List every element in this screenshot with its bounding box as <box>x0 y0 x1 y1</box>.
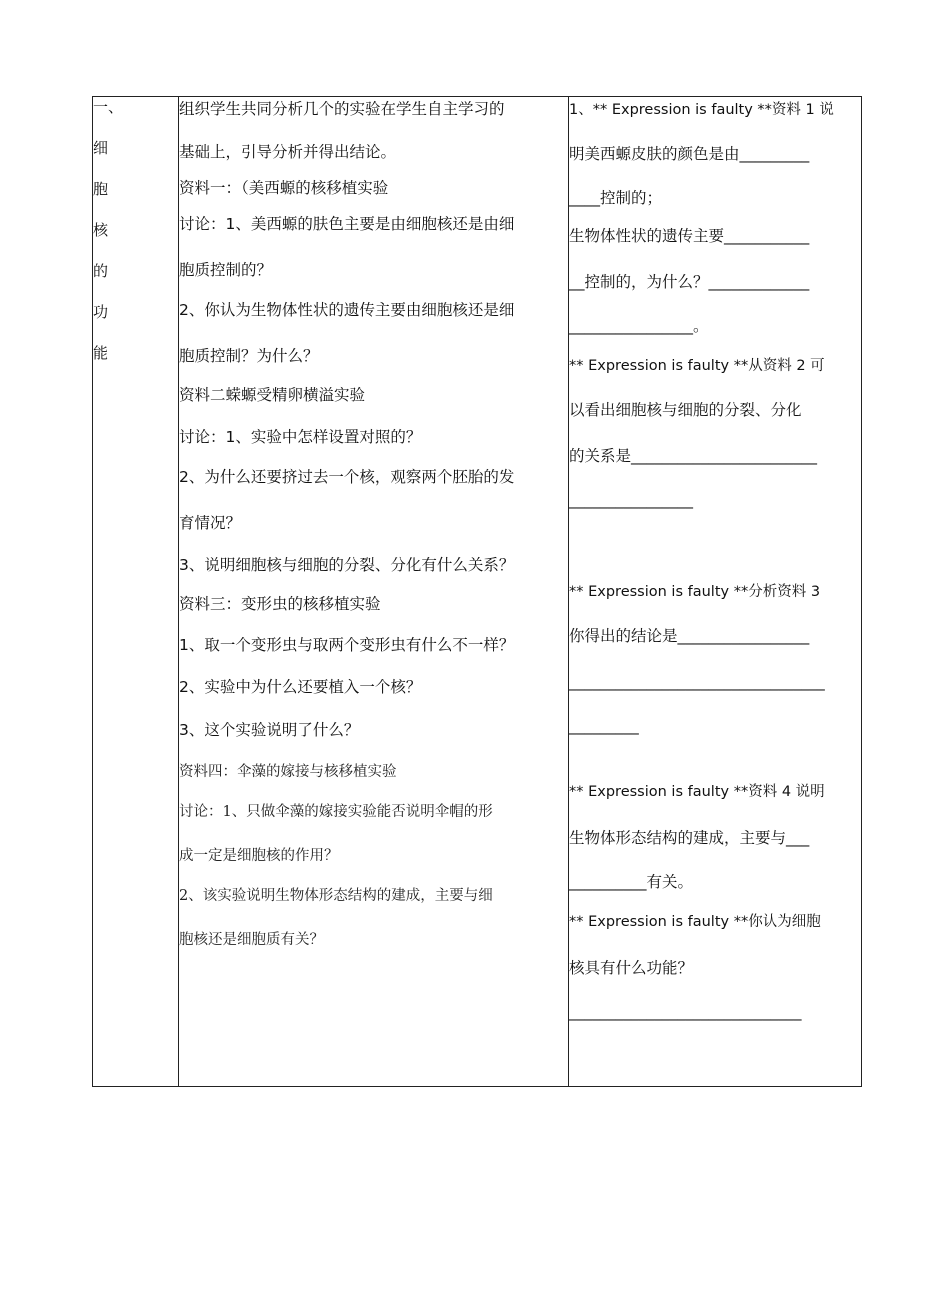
answer-line: 1、** Expression is faulty **资料 1 说 <box>569 102 834 118</box>
answer-line: __________有关。 <box>569 873 694 891</box>
activity-line: 讨论：1、美西螈的肤色主要是由细胞核还是由细 <box>179 215 515 233</box>
activity-line: 资料一：（美西螈的核移植实验 <box>179 179 389 197</box>
activity-line: 资料三：变形虫的核移植实验 <box>179 595 381 613</box>
answer-line: 生物体形态结构的建成，主要与___ <box>569 829 810 847</box>
section-title-char: 能 <box>93 344 109 362</box>
activity-line: 讨论：1、实验中怎样设置对照的？ <box>179 428 422 446</box>
answer-line: 明美西螈皮肤的颜色是由_________ <box>569 145 810 163</box>
answer-line: ** Expression is faulty **分析资料 3 <box>569 584 821 600</box>
lesson-table <box>92 96 862 1087</box>
answer-line: 生物体性状的遗传主要___________ <box>569 227 810 245</box>
activity-line: 组织学生共同分析几个的实验在学生自主学习的 <box>179 100 505 118</box>
answer-line: ** Expression is faulty **资料 4 说明 <box>569 784 825 800</box>
activity-line: 基础上，引导分析并得出结论。 <box>179 143 397 161</box>
activity-line: 胞质控制？为什么？ <box>179 347 319 365</box>
answer-line: __控制的，为什么？_____________ <box>569 273 810 291</box>
section-title-cell <box>93 97 179 1087</box>
student-answer-cell <box>569 97 862 1087</box>
activity-line: 胞质控制的？ <box>179 261 273 279</box>
answer-line: _________________________________ <box>569 673 825 691</box>
answer-line: 以看出细胞核与细胞的分裂、分化 <box>569 401 802 419</box>
activity-line: 讨论：1、只做伞藻的嫁接实验能否说明伞帽的形 <box>179 804 493 820</box>
section-title-char: 一、 <box>93 98 124 116</box>
activity-line: 胞核还是细胞质有关？ <box>179 932 324 948</box>
section-title-char: 胞 <box>93 180 109 198</box>
section-title-char: 核 <box>93 221 109 239</box>
table-row <box>93 97 862 1087</box>
activity-line: 3、这个实验说明了什么？ <box>179 721 360 739</box>
activity-line: 育情况？ <box>179 514 242 532</box>
answer-line: ________________ <box>569 491 693 509</box>
answer-line: 的关系是________________________ <box>569 447 818 465</box>
answer-line: ** Expression is faulty **从资料 2 可 <box>569 358 825 374</box>
answer-line: ________________。 <box>569 317 709 335</box>
teaching-activity-cell <box>179 97 569 1087</box>
activity-line: 1、取一个变形虫与取两个变形虫有什么不一样？ <box>179 636 515 654</box>
activity-line: 成一定是细胞核的作用？ <box>179 848 339 864</box>
answer-line: ____控制的； <box>569 189 663 207</box>
activity-line: 2、实验中为什么还要植入一个核？ <box>179 678 422 696</box>
activity-line: 2、你认为生物体性状的遗传主要由细胞核还是细 <box>179 301 515 319</box>
answer-line: ** Expression is faulty **你认为细胞 <box>569 914 821 930</box>
answer-line: 你得出的结论是_________________ <box>569 627 810 645</box>
section-title-char: 的 <box>93 262 109 280</box>
activity-line: 资料二蝾螈受精卵横溢实验 <box>179 386 366 404</box>
answer-line: 核具有什么功能？ <box>569 959 694 977</box>
section-title-char: 细 <box>93 139 109 157</box>
activity-line: 3、说明细胞核与细胞的分裂、分化有什么关系？ <box>179 556 515 574</box>
answer-line: _________ <box>569 717 639 735</box>
activity-line: 资料四：伞藻的嫁接与核移植实验 <box>179 764 397 780</box>
section-title-char: 功 <box>93 303 109 321</box>
activity-line: 2、该实验说明生物体形态结构的建成，主要与细 <box>179 888 493 904</box>
answer-line: ______________________________ <box>569 1003 802 1021</box>
activity-line: 2、为什么还要挤过去一个核，观察两个胚胎的发 <box>179 468 515 486</box>
